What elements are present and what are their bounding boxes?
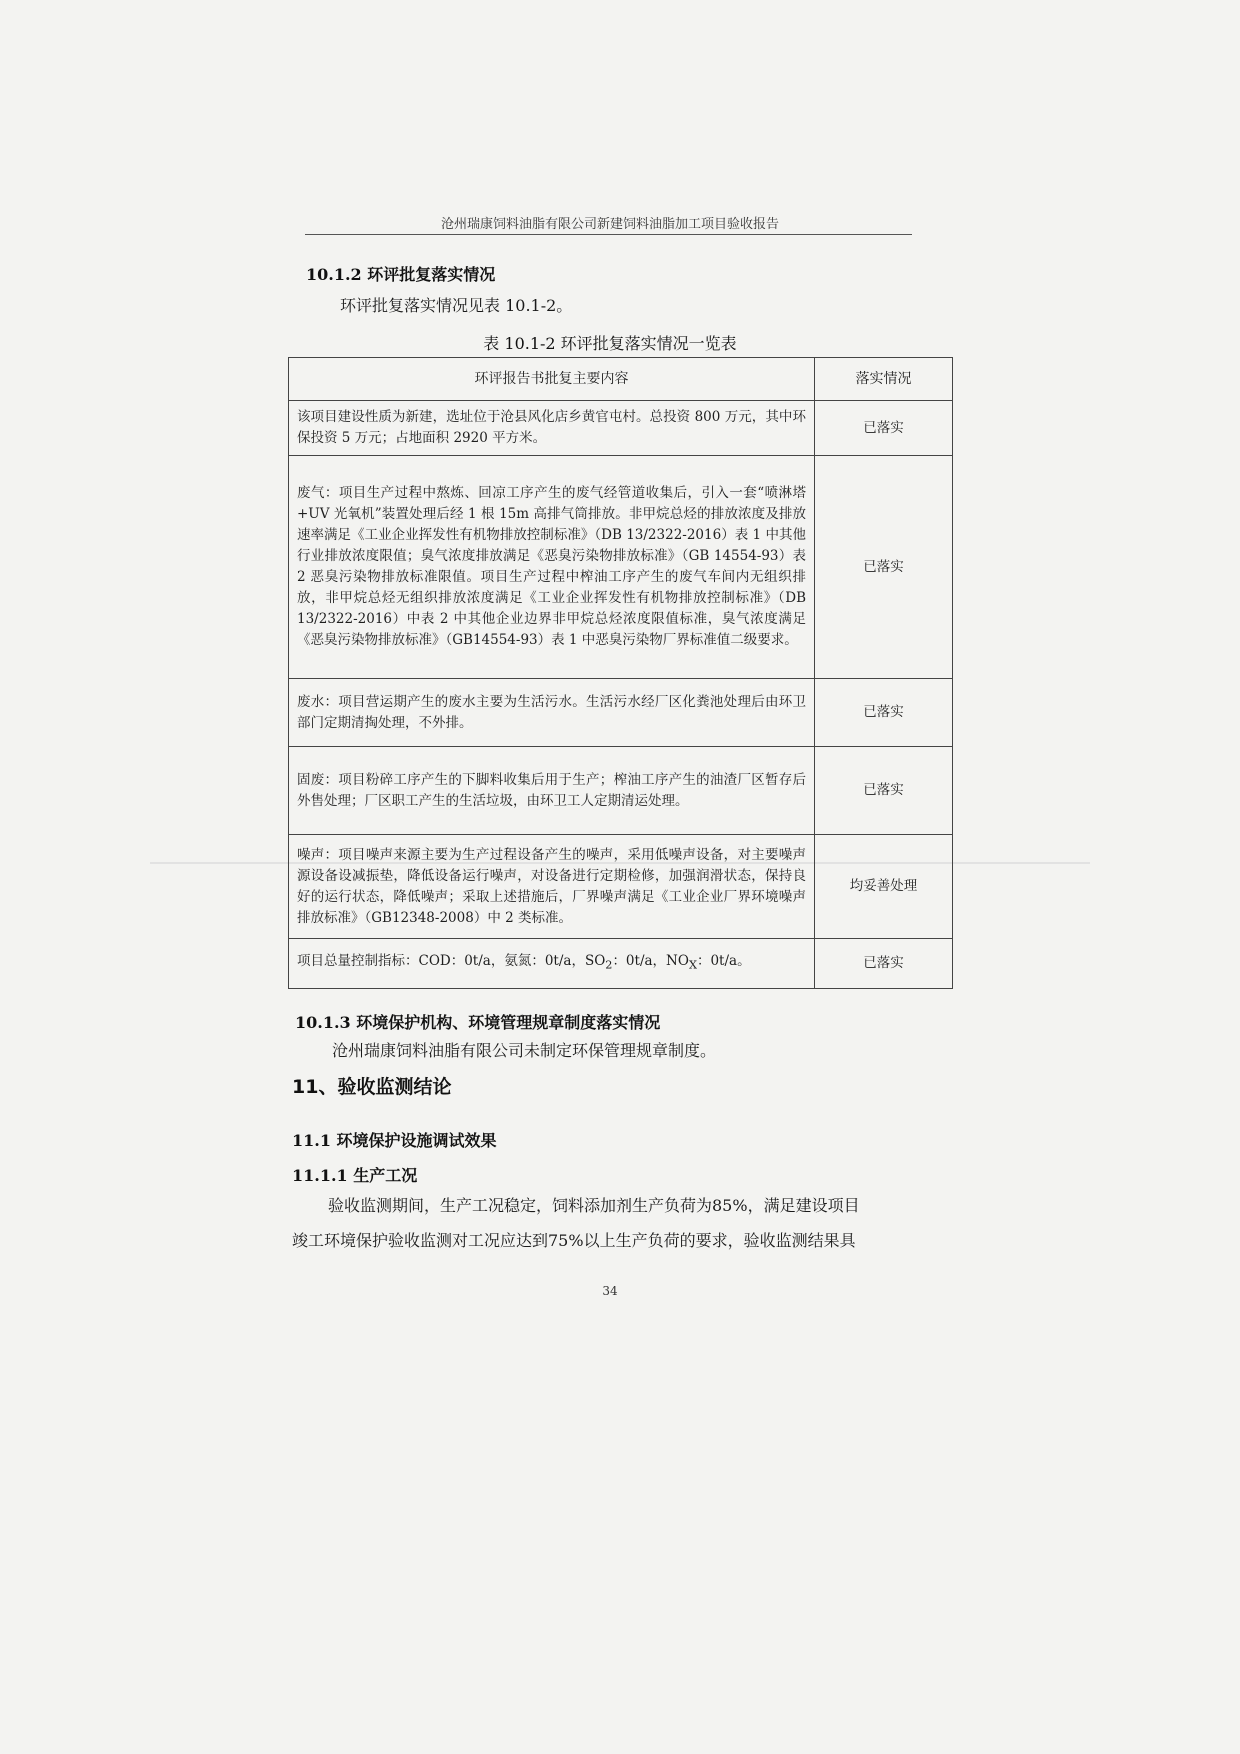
section-11-1-1-line2: 竣工环境保护验收监测对工况应达到75%以上生产负荷的要求，验收监测结果具 bbox=[292, 1231, 856, 1250]
table-row bbox=[289, 679, 953, 747]
row-status: 已落实 bbox=[815, 456, 953, 679]
section-10-1-3-body: 沧州瑞康饲料油脂有限公司未制定环保管理规章制度。 bbox=[332, 1041, 717, 1060]
row-content: 废水：项目营运期产生的废水主要为生活污水。生活污水经厂区化粪池处理后由环卫部门定期清掏处理，不外排。 bbox=[289, 679, 815, 747]
table-caption: 表 10.1-2 环评批复落实情况一览表 bbox=[483, 334, 737, 353]
row-content-total-control: 项目总量控制指标：COD：0t/a，氨氮：0t/a，$SO_2$：0t/a，$NO_X$：0t/a。 bbox=[289, 939, 815, 989]
row-status: 均妥善处理 bbox=[815, 835, 953, 939]
section-11-1-heading bbox=[292, 1128, 497, 1151]
running-header: 沧州瑞康饲料油脂有限公司新建饲料油脂加工项目验收报告 bbox=[440, 217, 779, 232]
row-status: 已落实 bbox=[815, 939, 953, 989]
section-10-1-2-heading bbox=[306, 262, 495, 285]
section-10-1-2-intro: 环评批复落实情况见表 10.1-2。 bbox=[340, 296, 573, 315]
table-row bbox=[289, 939, 953, 989]
table-row bbox=[289, 747, 953, 835]
row-content: 固废：项目粉碎工序产生的下脚料收集后用于生产；榨油工序产生的油渣厂区暂存后外售处理；厂区职工产生的生活垃圾，由环卫工人定期清运处理。 bbox=[289, 747, 815, 835]
section-number: 10.1.2 bbox=[306, 265, 362, 284]
section-title: 生产工况 bbox=[353, 1166, 418, 1185]
section-title: 环评批复落实情况 bbox=[367, 265, 496, 284]
header-rule bbox=[305, 234, 912, 235]
section-11-1-1-heading bbox=[292, 1163, 417, 1186]
section-number: 10.1.3 bbox=[295, 1013, 351, 1032]
row-status: 已落实 bbox=[815, 747, 953, 835]
section-title: 环境保护设施调试效果 bbox=[336, 1131, 497, 1150]
section-title: 环境保护机构、环境管理规章制度落实情况 bbox=[356, 1013, 661, 1032]
section-number: 11.1.1 bbox=[292, 1166, 348, 1185]
so2-subscript: 2 bbox=[605, 958, 613, 972]
row-content: 废气：项目生产过程中熬炼、回凉工序产生的废气经管道收集后，引入一套“喷淋塔+UV 光氧机”装置处理后经 1 根 15m 高排气筒排放。非甲烷总烃的排放浓度及排放速率满足《工业企业挥发性有机物排放控制标准》（DB 13/2322-2016）表 1 中其他行业排放浓度限值；臭气浓度排放满足《恶臭污染物排放标准》（GB 14554-93）表 2 恶臭污染物排放标准限值。项目生产过程中榨油工序产生的废气车间内无组织排放，非甲烷总烃无组织排放浓度满足《工业企业挥发性有机物排放控制标准》（DB 13/2322-2016）中表 2 中其他企业边界非甲烷总烃浓度限值标准，臭气浓度满足《恶臭污染物排放标准》（GB14554-93）表 1 中恶臭污染物厂界标准值二级要求。 bbox=[289, 456, 815, 679]
approval-table bbox=[288, 357, 953, 989]
row-content: 该项目建设性质为新建，选址位于沧县风化店乡黄官屯村。总投资 800 万元，其中环保投资 5 万元；占地面积 2920 平方米。 bbox=[289, 401, 815, 456]
chapter-11-heading: 11、验收监测结论 bbox=[292, 1076, 452, 1098]
row-status: 已落实 bbox=[815, 401, 953, 456]
row-content: 噪声：项目噪声来源主要为生产过程设备产生的噪声，采用低噪声设备，对主要噪声源设备设减振垫，降低设备运行噪声，对设备进行定期检修，加强润滑状态，保持良好的运行状态，降低噪声；采取上述措施后，厂界噪声满足《工业企业厂界环境噪声排放标准》（GB12348-2008）中 2 类标准。 bbox=[289, 835, 815, 939]
table-row bbox=[289, 456, 953, 679]
section-10-1-3-heading bbox=[295, 1010, 660, 1033]
table-header-row bbox=[289, 358, 953, 401]
table-row bbox=[289, 401, 953, 456]
table-row bbox=[289, 835, 953, 939]
page-number: 34 bbox=[602, 1284, 618, 1298]
section-11-1-1-line1: 验收监测期间，生产工况稳定，饲料添加剂生产负荷为85%，满足建设项目 bbox=[328, 1196, 860, 1215]
nox-subscript: X bbox=[688, 958, 697, 972]
section-number: 11.1 bbox=[292, 1131, 331, 1150]
table-header-content: 环评报告书批复主要内容 bbox=[289, 358, 815, 401]
row-status: 已落实 bbox=[815, 679, 953, 747]
table-header-status: 落实情况 bbox=[815, 358, 953, 401]
